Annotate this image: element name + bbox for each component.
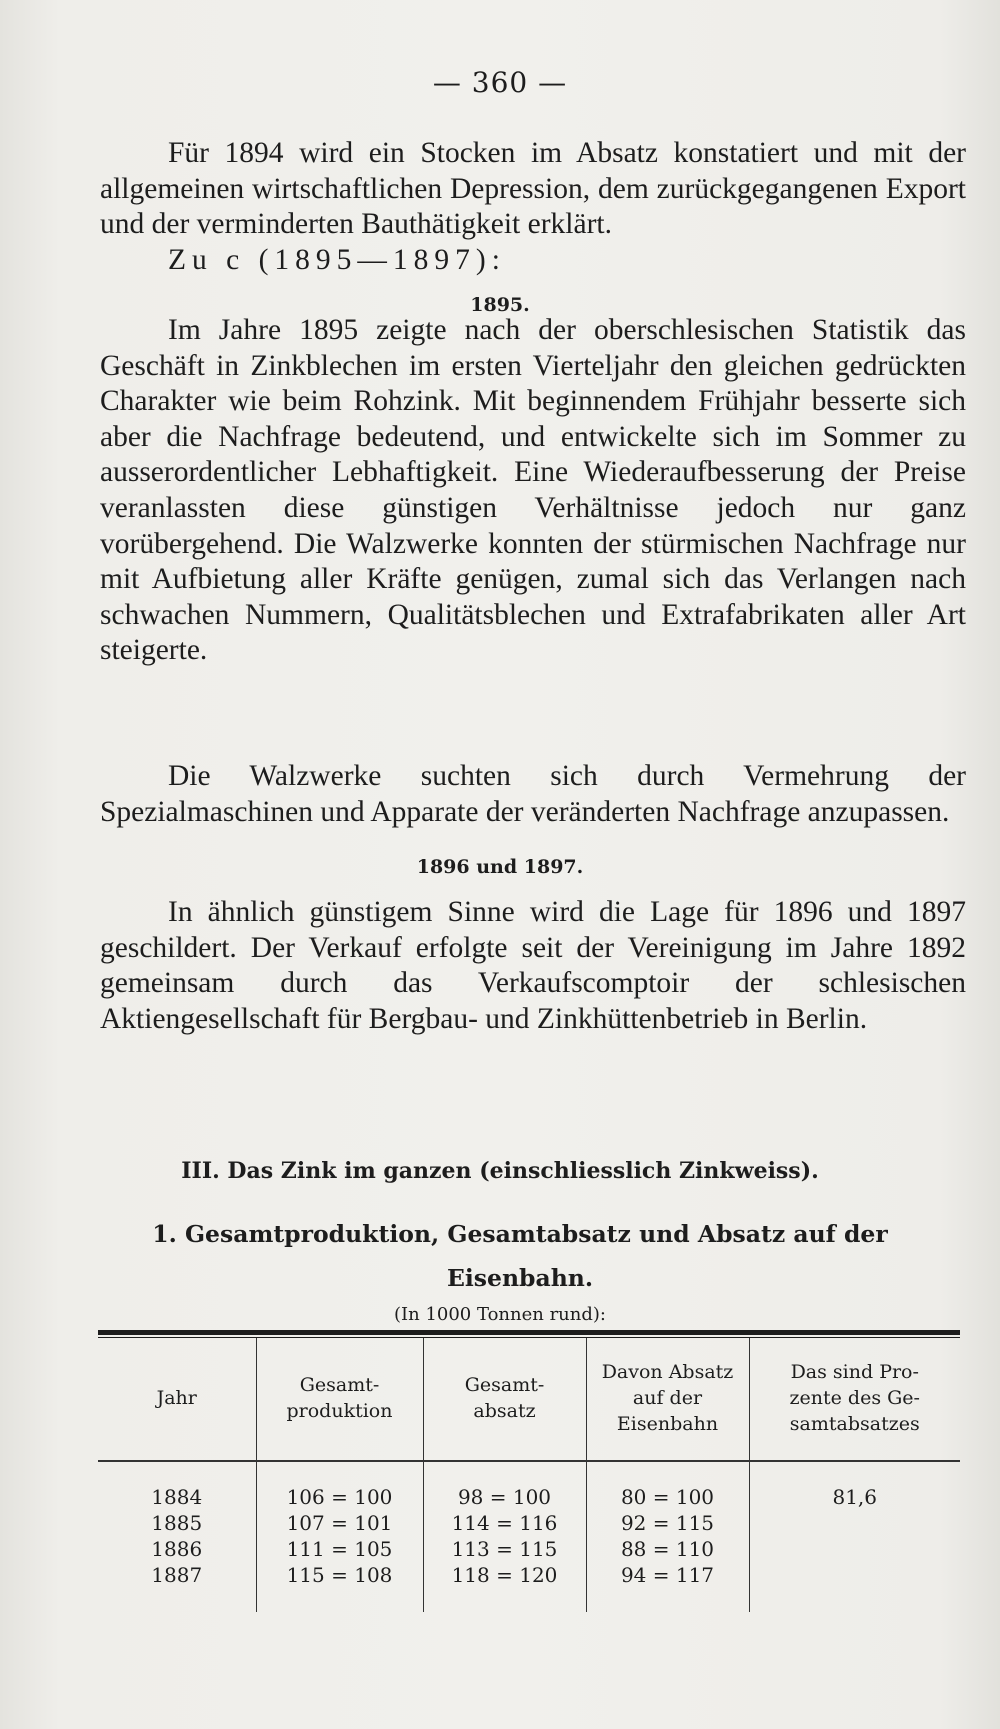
table-cell: 1886 bbox=[151, 1537, 203, 1561]
table-cell: 98 = 100 bbox=[457, 1485, 552, 1509]
header-line: samtabsatzes bbox=[789, 1413, 920, 1435]
table-cell: 1884 bbox=[151, 1485, 203, 1509]
table-cell: 94 = 117 bbox=[620, 1563, 715, 1587]
column-jahr bbox=[98, 1462, 256, 1613]
header-line: Davon Absatz bbox=[601, 1361, 734, 1383]
table-cell: 1885 bbox=[151, 1511, 203, 1535]
paragraph-text: Im Jahre 1895 zeigte nach der oberschlesischen Statistik das Geschäft in Zinkblechen im ersten Vierteljahr den gleichen gedrückten Charakter wie beim Rohzink. Mit beginnendem Frühjahr besserte sich aber die Nachfrage bedeutend, und entwickelte sich im Sommer zu ausserordentlicher Lebhaftigkeit. Eine Wiederaufbesserung der Preise veranlassten diese günstigen Verhältnisse jedoch nur ganz vorübergehend. Die Walzwerke konnten der stürmischen Nachfrage nur mit Aufbietung aller Kräfte genügen, zumal sich das Verlangen nach schwachen Nummern, Qualitätsblechen und Extrafabrikaten aller Art steigerte. bbox=[100, 314, 966, 667]
header-line: Jahr bbox=[156, 1387, 197, 1409]
column-gesamtabsatz bbox=[423, 1462, 586, 1613]
table-cell: 114 = 116 bbox=[451, 1511, 558, 1535]
table-data-row bbox=[98, 1462, 960, 1613]
header-line: auf der bbox=[632, 1387, 703, 1409]
header-prozente bbox=[749, 1338, 960, 1461]
header-absatz-eisenbahn bbox=[586, 1338, 749, 1461]
table-cell: 1887 bbox=[151, 1563, 203, 1587]
page-number: — 360 — bbox=[432, 66, 568, 99]
paragraph-1894 bbox=[100, 136, 966, 243]
table-cell: 81,6 bbox=[832, 1485, 878, 1509]
column-prozente bbox=[749, 1462, 960, 1613]
table-top-rule bbox=[98, 1330, 960, 1335]
column-gesamtproduktion bbox=[256, 1462, 423, 1613]
table-header-row bbox=[98, 1338, 960, 1461]
section-title-III: III. Das Zink im ganzen (einschliesslich Zinkweiss). bbox=[181, 1158, 819, 1184]
table-cell: 115 = 108 bbox=[286, 1563, 393, 1587]
statistics-table bbox=[98, 1330, 960, 1612]
column-absatz-eisenbahn bbox=[586, 1462, 749, 1613]
paragraph-walzwerke bbox=[100, 759, 966, 830]
header-line: Das sind Pro- bbox=[790, 1361, 919, 1383]
zinc-table bbox=[98, 1338, 960, 1612]
paragraph-text: In ähnlich günstigem Sinne wird die Lage für 1896 und 1897 geschildert. Der Verkauf erfolgte seit der Vereinigung im Jahre 1892 gemeinsam durch das Verkaufscomptoir der schlesischen Aktiengesellschaft für Bergbau- und Zinkhüttenbetrieb in Berlin. bbox=[100, 896, 966, 1035]
header-line: Gesamt- bbox=[464, 1374, 545, 1396]
paragraph-text: Für 1894 wird ein Stocken im Absatz konstatiert und mit der allgemeinen wirtschaftlichen Depression, dem zurückgegangenen Export und der verminderten Bauthätigkeit erklärt. bbox=[100, 137, 966, 241]
header-line: Gesamt- bbox=[299, 1374, 380, 1396]
table-cell: 111 = 105 bbox=[286, 1537, 393, 1561]
header-gesamtabsatz bbox=[423, 1338, 586, 1461]
header-gesamtproduktion bbox=[256, 1338, 423, 1461]
subheading-text: Zu c (1895—1897): bbox=[168, 244, 506, 276]
paragraph-1896-1897 bbox=[100, 895, 966, 1037]
table-cell bbox=[750, 1510, 961, 1536]
subheading-zu-c bbox=[100, 243, 966, 279]
table-cell bbox=[750, 1562, 961, 1588]
table-cell: 92 = 115 bbox=[620, 1511, 715, 1535]
table-cell: 106 = 100 bbox=[286, 1485, 393, 1509]
table-cell: 80 = 100 bbox=[620, 1485, 715, 1509]
table-cell: 88 = 110 bbox=[620, 1537, 715, 1561]
header-jahr bbox=[98, 1338, 256, 1461]
paragraph-text: Die Walzwerke suchten sich durch Vermehrung der Spezialmaschinen und Apparate der veränderten Nachfrage anzupassen. bbox=[100, 760, 966, 828]
table-cell: 118 = 120 bbox=[451, 1563, 558, 1587]
heading-1896-1897: 1896 und 1897. bbox=[416, 856, 584, 878]
header-line: absatz bbox=[473, 1400, 536, 1422]
header-line: Eisenbahn bbox=[616, 1413, 719, 1435]
table-cell: 113 = 115 bbox=[451, 1537, 558, 1561]
header-line: produktion bbox=[286, 1400, 393, 1422]
table-cell: 107 = 101 bbox=[286, 1511, 393, 1535]
unit-note: (In 1000 Tonnen rund): bbox=[394, 1304, 606, 1325]
heading-1895: 1895. bbox=[470, 294, 530, 316]
section-title-1: 1. Gesamtproduktion, Gesamtabsatz und Absatz auf der Eisenbahn. bbox=[152, 1220, 888, 1292]
header-line: zente des Ge- bbox=[789, 1387, 920, 1409]
table-cell bbox=[750, 1536, 961, 1562]
paragraph-1895 bbox=[100, 313, 966, 669]
